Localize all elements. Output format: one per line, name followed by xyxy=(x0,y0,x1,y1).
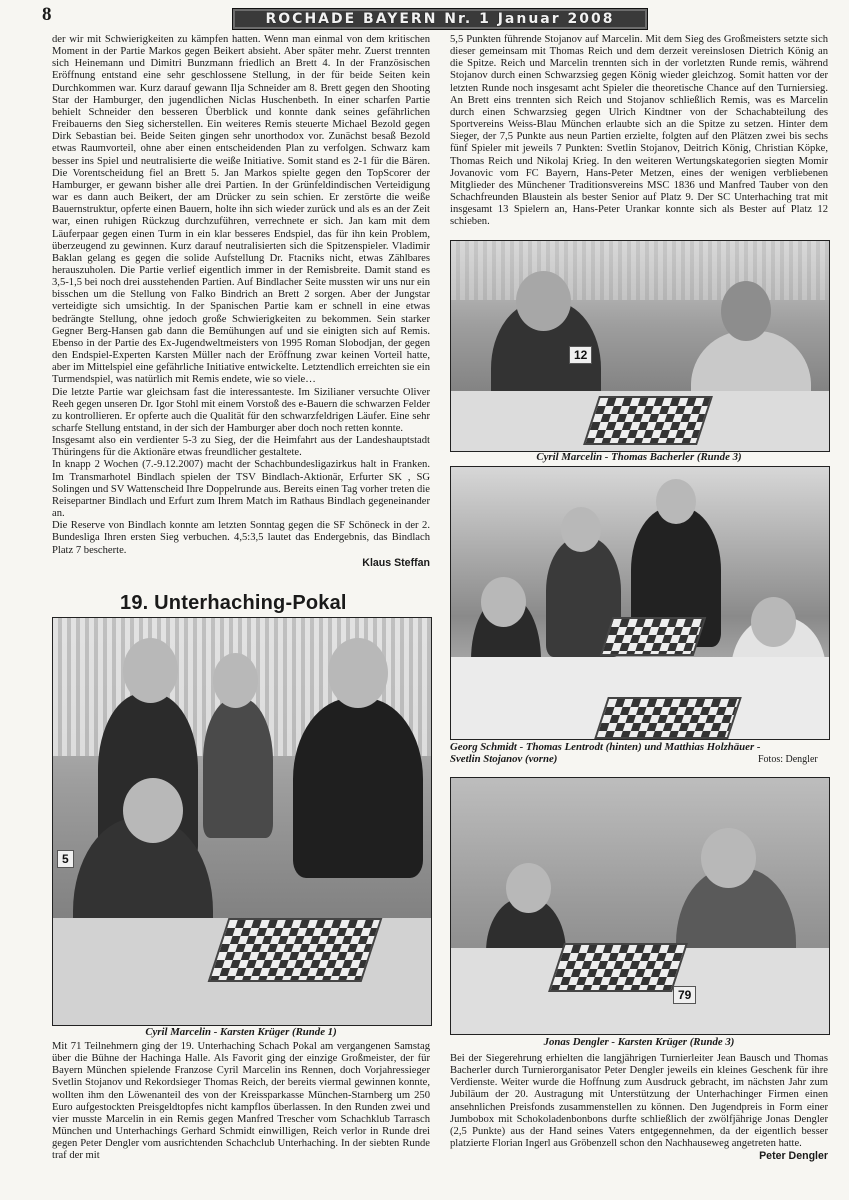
photo-person-head xyxy=(123,638,178,703)
photo-table-number: 12 xyxy=(569,346,592,364)
article-right-bottom xyxy=(450,1053,828,1162)
paragraph: Insgesamt also ein verdienter 5-3 zu Sieg, der die Heimfahrt aus der Landeshauptstadt Thüringens für die Aktionäre etwas freundlicher gestaltete. xyxy=(52,435,430,459)
paragraph: Mit 71 Teilnehmern ging der 19. Unterhaching Schach Pokal am vergangenen Samstag über die Bühne der Hachinga Halle. Als Favorit ging der einzige Großmeister, der für Bayern München spielende Franzose Cyril Marcelin ins Rennen, doch Vorjahressieger Svetlin Stojanov und Rekordsieger Thomas Reich, der bereits viermal gewinnen konnte, wollten ihm den Löwenanteil des von der Kreissparkasse München-Starnberg um 250 Euro aufgestockten Preisgeldtopfes nicht kampflos überlassen. In den Runden zwei und vier musste Marcelin in ein Remis gegen Manfred Trescher vom Schachklub Tarrasch München und Unterhachings Gerhard Schmidt einwilligen, Reich verlor in Runde drei gegen Peter Dengler vom ausrichtenden Schachclub Unterhaching. In der siebten Runde traf der mit xyxy=(52,1041,430,1162)
author-signature: Klaus Steffan xyxy=(362,556,430,569)
paragraph: Die letzte Partie war gleichsam fast die interessanteste. Im Sizilianer versuchte Oliver Reeh gegen unseren Dr. Igor Stohl mit einem Vorstoß des e-Bauern die schwarzen Felder zu kontrollieren. Er opferte auch die Qualität für den schwarzfeldrigen Läufer. Eine sehr scharfe Stellung entstand, in der sich der Hamburger aber doch noch retten konnte. xyxy=(52,386,430,434)
photo-person-head xyxy=(516,271,571,331)
article-right-top xyxy=(450,34,828,229)
photo-dengler-krueger xyxy=(450,777,830,1035)
photo-chessboard xyxy=(548,943,688,992)
photo-credit: Fotos: Dengler xyxy=(758,754,818,765)
article-left-bottom xyxy=(52,1041,430,1163)
photo-person-head xyxy=(123,778,183,843)
photo-background xyxy=(451,241,829,300)
photo-person-head xyxy=(561,507,601,552)
photo-person-head xyxy=(506,863,551,913)
photo-person-head xyxy=(481,577,526,627)
photo-person-head xyxy=(656,479,696,524)
photo-caption: Cyril Marcelin - Thomas Bacherler (Runde 3) xyxy=(536,451,742,463)
photo-marcelin-krueger xyxy=(52,617,432,1026)
paragraph: der wir mit Schwierigkeiten zu kämpfen hatten. Wenn man einmal von dem kritischen Moment in der Partie Markos gegen Beikert absieht. Aber später mehr. Zuerst trennten sich Heinemann und Dimitri Bunzmann friedlich an Brett 4. In der Französischen Eröffnung entstand eine sehr geschlossene Stellung, in der für beide Seiten kein Durchkommen war. Kurz darauf gewann Ilja Schneider am 8. Brett gegen den Shooting Star der Hamburger, den jugendlichen Niclas Huschenbeth. In einer scharfen Partie behielt Schneider den besseren Überblick und konnte dank seines gefährlichen Freibauerns den Sieg sicherstellen. Ein weiteres Remis steuerte Michael Bezold gegen Dirk Sebastian bei. Beide Seiten gingen sehr unorthodox vor. Zunächst besaß Bezold etwas Raumvorteil, ohne aber einen entscheidenden Plan zu verfolgen. Schwarz kam besser ins Spiel und neutralisierte die weiße Initiative. Somit stand es 2-1 für die Bären. Die Vorentscheidung fiel an Brett 5. Jan Markos spielte gegen den TopScorer der Hamburger, er gewann bisher alle drei Partien. In der Grünfeldindischen Verteidigung war es dann auch Beikert, der am Drücker zu sein schien. Er zerstörte die weiße Bauernstruktur, opferte einen Bauern, holte ihn sich wieder zurück und als es an der Zeit war, einen ruhigen Rückzug durchzuführen, verrechnete er sich. Jan kam mit dem Läuferpaar gegen einen Turm in ein klar besseres Endspiel, das für ihn kein Problem, überzeugend zu gewinnen. Kurz darauf neutralisierten sich die Spitzenspieler. Vladimir Baklan gelang es gegen die solide Aufstellung Dr. Ftacniks nicht, etwas Zählbares herauszuholen. Die Partie verlief eigentlich immer in der Remisbreite. Damit stand es 3,5-1,5 bei noch drei ausstehenden Partien. Auf Bindlacher Seite mussten wir uns nur ein bisschen um die Stellung von Falko Bindrich an Brett 2 sorgen. Aber der Jungstar verteidigte sich umsichtig. In der Spanischen Partie kam er schnell in eine etwas bedrängte Stellung, ohne jedoch große Schwierigkeiten zu bekommen. Sein starker Gegner Berg-Hansen gab dann die Bemühungen auf und sie einigten sich auf Remis. Ebenso in der Partie des Ex-Jugendweltmeisters von 1995 Roman Slobodjan, der gegen den Endspiel-Experten Karsten Müller nach der Eröffnung zwar keinen Vorteil hatte, aber im Mittelspiel eine gefährliche Initiative entwickelte. Letztendlich erreichten sie ein Turmendspiel, was natürlich mit Remis endete, wie so viele… xyxy=(52,34,430,386)
paragraph: Die Reserve von Bindlach konnte am letzten Sonntag gegen die SF Schöneck in der 2. Bundesliga Ihren ersten Sieg verbuchen. 4,5:3,5 lautet das Endergebnis, das Bindlach Platz 7 bescherte. xyxy=(52,520,430,556)
photo-caption-line: Georg Schmidt - Thomas Lentrodt (hinten) und Matthias Holzhäuer - xyxy=(450,741,761,753)
header-banner-text: ROCHADE BAYERN Nr. 1 Januar 2008 xyxy=(265,11,615,27)
page-number: 8 xyxy=(42,4,52,25)
photo-chessboard xyxy=(594,697,742,739)
photo-person xyxy=(203,698,273,838)
photo-chessboard xyxy=(208,918,383,982)
header-banner xyxy=(232,8,648,30)
photo-table-number: 79 xyxy=(673,986,696,1004)
section-title: 19. Unterhaching-Pokal xyxy=(120,592,347,614)
photo-chessboard xyxy=(600,617,707,656)
paragraph: 5,5 Punkten führende Stojanov auf Marcelin. Mit dem Sieg des Großmeisters setzte sich dieser gemeinsam mit Thomas Reich und dem derzeit vereinslosen Dietrich König an die Spitze. Reich und Marcelin trennten sich in der vorletzten Runde remis, während Stojanov durch einen Schwarzsieg gegen König wieder gleichzog. Somit hatten vor der letzten Runde noch insgesamt acht Spieler die theoretische Chance auf den Turniersieg. An Brett eins trennten sich Reich und Stojanov schließlich Remis, was es Marcelin durch einen Schwarzsieg gegen Ulrich Kindtner von der Schachabteilung des Sportvereins Weiss-Blau München erlaubte sich an die Spitze zu setzen. Hinter dem Sieger, der 7,5 Punkte aus neun Partien erzielte, folgten auf den Plätzen zwei bis sechs fünf Spieler mit jeweils 7 Punkten: Svetlin Stojanov, Deitrich König, Christian Köpke, Thomas Reich und Nikolaj Krieg. In den weiteren Wertungskategorien siegten Momir Jovanovic vom FC Bayern, Hans-Peter Metzen, eines der wenigen verbliebenen Mitglieder des Münchener Traditionsvereins MSC 1836 und Manfred Tauber von den Schachfreunden Blaustein als bester Senior auf Platz 9. Der SC Unterhaching trat mit insgesamt 13 Spielern an, Hans-Peter Urankar konnte sich als Bester auf Platz 12 schieben. xyxy=(450,34,828,228)
photo-person-head xyxy=(701,828,756,888)
photo-caption-line: Svetlin Stojanov (vorne) xyxy=(450,753,558,765)
article-left-top xyxy=(52,34,430,569)
photo-caption: Cyril Marcelin - Karsten Krüger (Runde 1) xyxy=(145,1026,337,1038)
photo-person-head xyxy=(751,597,796,647)
photo-caption: Jonas Dengler - Karsten Krüger (Runde 3) xyxy=(543,1036,735,1048)
paragraph: Bei der Siegerehrung erhielten die langjährigen Turnierleiter Jean Bausch und Thomas Bacherler durch Turnierorganisator Peter Dengler jeweils ein kleines Geschenk für ihre Verdienste. Weiter wurde die Hoffnung zum Ausdruck gebracht, im nächsten Jahr zum Jubiläum der 20. Austragung mit Unterstützung der Unterhachinger Firmen einen ansehnlichen Preisfonds zusammenstellen zu können. Den Jugendpreis in Form einer Jumbobox mit Schokoladenbonbons durfte schließlich der zwölfjährige Jonas Dengler (2,5 Punkte) aus der Hand seines Vaters entgegennehmen, da der eigentlich besser platzierte Florian Ingerl aus Gröbenzell schon den Nachhauseweg angetreten hatte. xyxy=(450,1053,828,1150)
photo-person xyxy=(293,698,423,878)
photo-person-head xyxy=(721,281,771,341)
paragraph: In knapp 2 Wochen (7.-9.12.2007) macht der Schachbundesligazirkus halt in Franken. Im Transmarhotel Bindlach spielen der TSV Bindlach-Aktionär, Erfurter SK , SG Solingen und SV Wattenscheid Ihre Doppelrunde aus. Bereits einen Tag vorher treten die Reisepartner Bindlach und Erfurt zum Ihrem Match im Rathaus Bindlach gegeneinander an. xyxy=(52,459,430,520)
author-signature: Peter Dengler xyxy=(759,1150,828,1163)
photo-marcelin-bacherler xyxy=(450,240,830,452)
photo-table-number: 5 xyxy=(57,850,74,868)
photo-person-head xyxy=(213,653,258,708)
photo-person-head xyxy=(328,638,388,708)
photo-caption xyxy=(450,741,810,765)
photo-chessboard xyxy=(583,396,713,445)
photo-schmidt-lentrodt xyxy=(450,466,830,740)
